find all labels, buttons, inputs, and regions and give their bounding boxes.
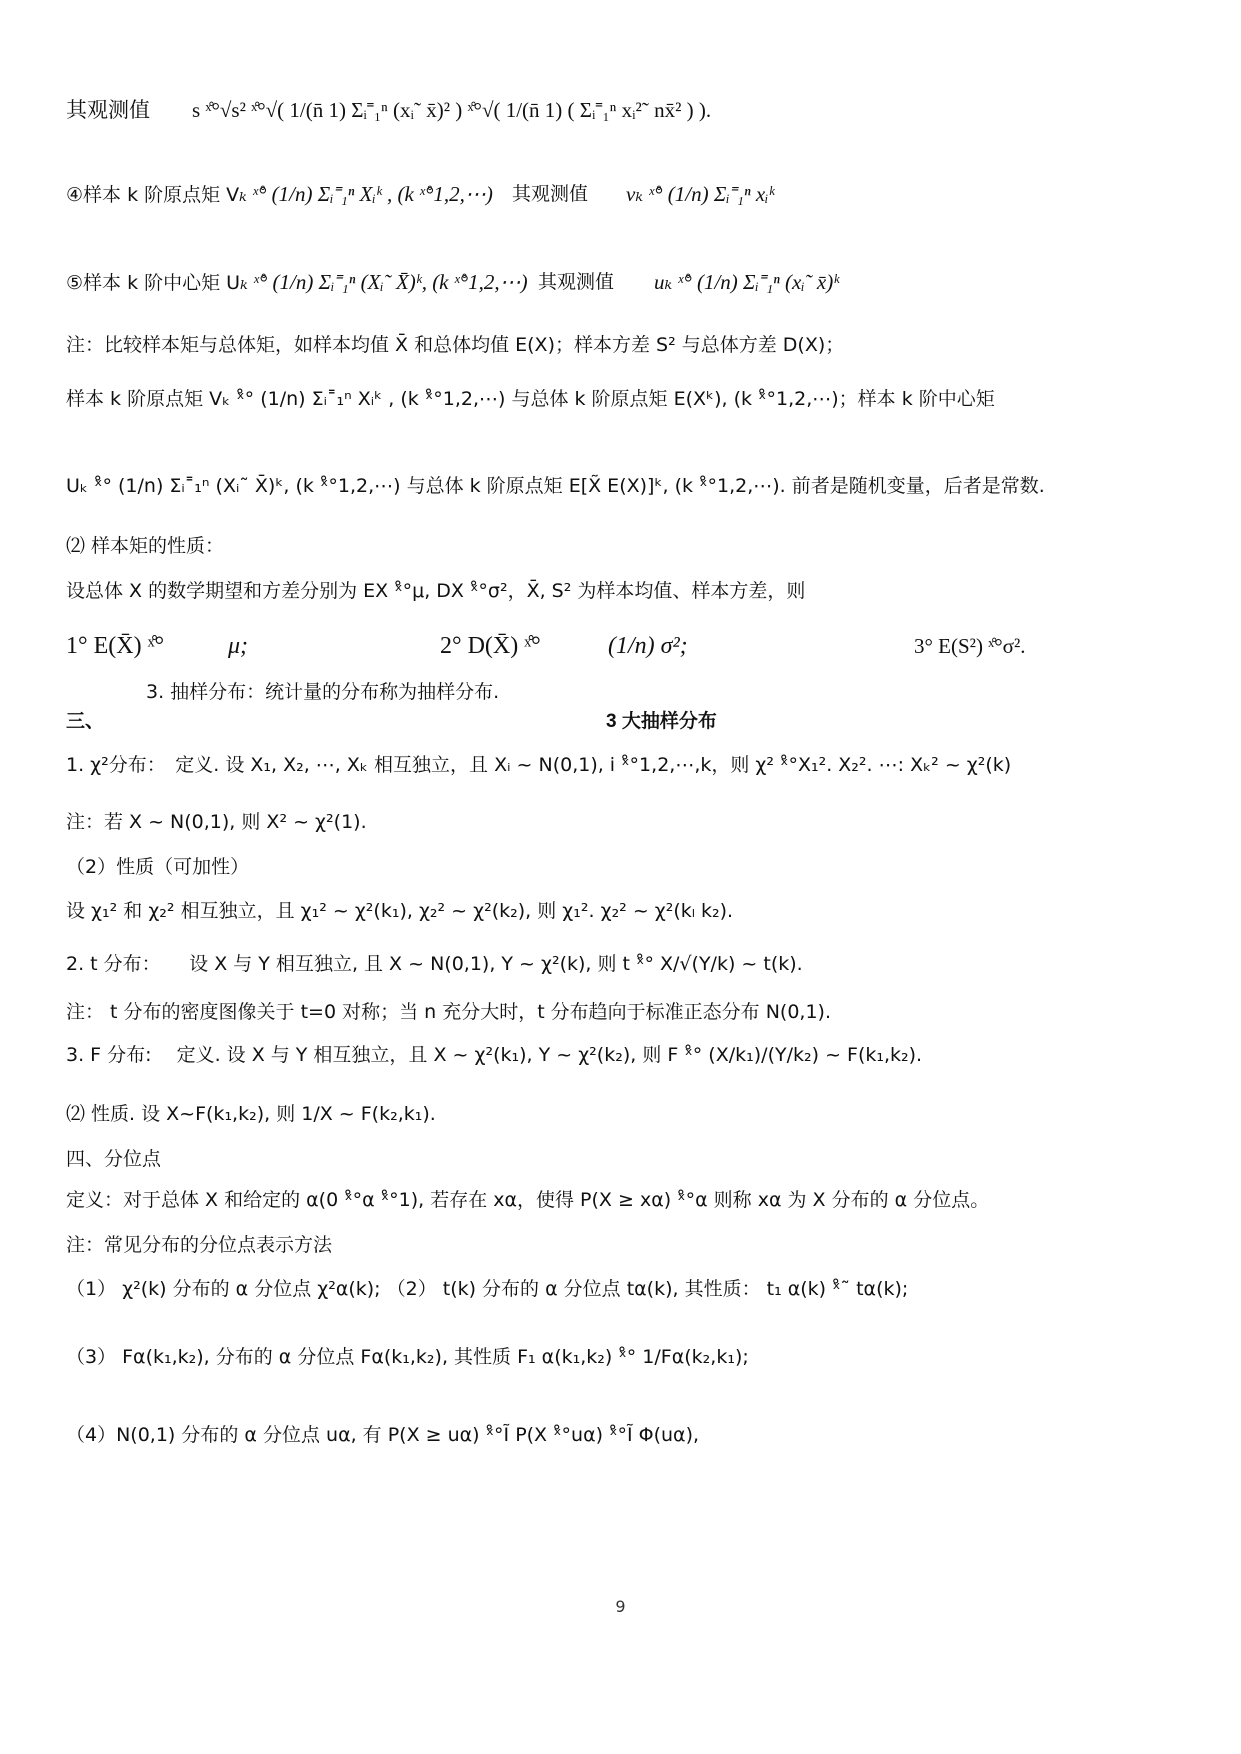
line-additivity-heading: （2）性质（可加性）	[66, 856, 250, 878]
page-number: 9	[615, 1597, 626, 1616]
line-quantile-definition: 定义：对于总体 X 和给定的 α(0 ˣ̊°α ˣ̊°1), 若存在 xα，使得 P(X ≥ xα) ˣ̊°α 则称 xα 为 X 分布的 α 分位点。	[66, 1189, 990, 1211]
line-f-property: ⑵ 性质. 设 X~F(k₁,k₂), 则 1/X ~ F(k₂,k₁).	[66, 1103, 436, 1125]
line-quantile-heading: 四、分位点	[66, 1148, 162, 1170]
property-1-value: μ;	[228, 633, 249, 659]
label-k-central-moment: ⑤样本 k 阶中心矩 U	[66, 272, 241, 294]
formula-k-raw-moment: ₖ ˣ̊° (1/n) Σᵢ˭₁ⁿ Xᵢᵏ , (k ˣ̊°1,2,⋯)	[239, 182, 493, 206]
formula-k-central-moment: ₖ ˣ̊° (1/n) Σᵢ˭₁ⁿ (Xᵢ˜ X̄)ᵏ, (k ˣ̊°1,2,⋯)	[240, 270, 528, 294]
line-note-compare: 注：比较样本矩与总体矩，如样本均值 X̄ 和总体均值 E(X)；样本方差 S² 与总体方差 D(X)；	[66, 334, 845, 356]
property-2: 2° D(X̄) ˣ̊°	[440, 633, 541, 659]
label-observed: 其观测值	[538, 271, 615, 293]
property-3: 3° E(S²) ˣ̊°σ².	[914, 634, 1026, 658]
line-chi-square-note: 注：若 X ~ N(0,1), 则 X² ~ χ²(1).	[66, 811, 367, 833]
line-central-moment-compare: Uₖ ˣ̊° (1/n) Σᵢ˭₁ⁿ (Xᵢ˜ X̄)ᵏ, (k ˣ̊°1,2,⋯) 与总体 k 阶原点矩 E[X̃ E(X)]ᵏ, (k ˣ̊°1,2,⋯). 前者是随机变量，后者是常数.	[66, 475, 1045, 497]
line-f-distribution: 3. F 分布: 定义. 设 X 与 Y 相互独立，且 X ~ χ²(k₁), Y ~ χ²(k₂), 则 F ˣ̊° (X/k₁)/(Y/k₂) ~ F(k₁,k₂).	[66, 1044, 923, 1066]
formula-observed-central-moment: uₖ ˣ̊° (1/n) Σᵢ˭₁ⁿ (xᵢ˜ x̄)ᵏ	[654, 270, 840, 294]
line-sample-std-observed: 其观测值 s ˣ̊°√s² ˣ̊°√( 1/(n̄ 1) Σᵢ˭₁ⁿ (xᵢ˜ x̄)² ) ˣ̊°√( 1/(n̄ 1) ( Σᵢ˭₁ⁿ xᵢ²˜ nx̄² ) ).	[66, 98, 712, 122]
line-quantile-note: 注：常见分布的分位点表示方法	[66, 1234, 333, 1256]
line-raw-moment-compare: 样本 k 阶原点矩 Vₖ ˣ̊° (1/n) Σᵢ˭₁ⁿ Xᵢᵏ , (k ˣ̊°1,2,⋯) 与总体 k 阶原点矩 E(Xᵏ), (k ˣ̊°1,2,⋯)；样本 k 阶中心矩	[66, 388, 995, 410]
line-t-distribution: 2. t 分布： 设 X 与 Y 相互独立, 且 X ~ N(0,1), Y ~ χ²(k), 则 t ˣ̊° X/√(Y/k) ~ t(k).	[66, 953, 803, 975]
section-title: 3 大抽样分布	[606, 711, 717, 732]
formula-observed-raw-moment: vₖ ˣ̊° (1/n) Σᵢ˭₁ⁿ xᵢᵏ	[626, 182, 775, 206]
line-sample-k-central-moment	[66, 268, 1201, 297]
line-sampling-distribution: 3. 抽样分布：统计量的分布称为抽样分布.	[146, 681, 500, 703]
property-1: 1° E(X̄) ˣ̊°	[66, 633, 165, 659]
line-moment-properties-heading: ⑵ 样本矩的性质：	[66, 535, 225, 557]
property-2-value: (1/n) σ²;	[608, 633, 688, 659]
line-t-note: 注： t 分布的密度图像关于 t=0 对称；当 n 充分大时，t 分布趋向于标准正态分布 N(0,1).	[66, 1001, 832, 1023]
line-sample-k-raw-moment	[66, 180, 1201, 209]
line-quantile-normal: （4）N(0,1) 分布的 α 分位点 uα, 有 P(X ≥ uα) ˣ̊°Ĩ P(X ˣ̊°uα) ˣ̊°Ĩ Φ(uα),	[66, 1424, 700, 1446]
line-chi-square-definition: 1. χ²分布： 定义. 设 X₁, X₂, ⋯, Xₖ 相互独立，且 Xᵢ ~ N(0,1), i ˣ̊°1,2,⋯,k，则 χ² ˣ̊°X₁². X₂². ⋯: Xₖ² ~ χ²(k)	[66, 754, 1012, 776]
label-observed: 其观测值	[512, 183, 589, 205]
section-number: 三、	[66, 711, 105, 732]
line-moment-properties-setup: 设总体 X 的数学期望和方差分别为 EX ˣ̊°μ, DX ˣ̊°σ²，X̄, S² 为样本均值、样本方差，则	[66, 580, 806, 602]
line-quantile-chi-t: （1） χ²(k) 分布的 α 分位点 χ²α(k); （2） t(k) 分布的 α 分位点 tα(k), 其性质： t₁ α(k) ˣ̊˜ tα(k);	[66, 1278, 909, 1300]
line-moment-properties	[66, 632, 1201, 661]
line-quantile-f: （3） Fα(k₁,k₂), 分布的 α 分位点 Fα(k₁,k₂), 其性质 F₁ α(k₁,k₂) ˣ̊° 1/Fα(k₂,k₁);	[66, 1346, 749, 1368]
section-three-heading	[66, 708, 1201, 736]
line-additivity: 设 χ₁² 和 χ₂² 相互独立，且 χ₁² ~ χ²(k₁), χ₂² ~ χ²(k₂), 则 χ₁². χ₂² ~ χ²(kₗ k₂).	[66, 900, 734, 922]
label-k-raw-moment: ④样本 k 阶原点矩 V	[66, 184, 240, 206]
